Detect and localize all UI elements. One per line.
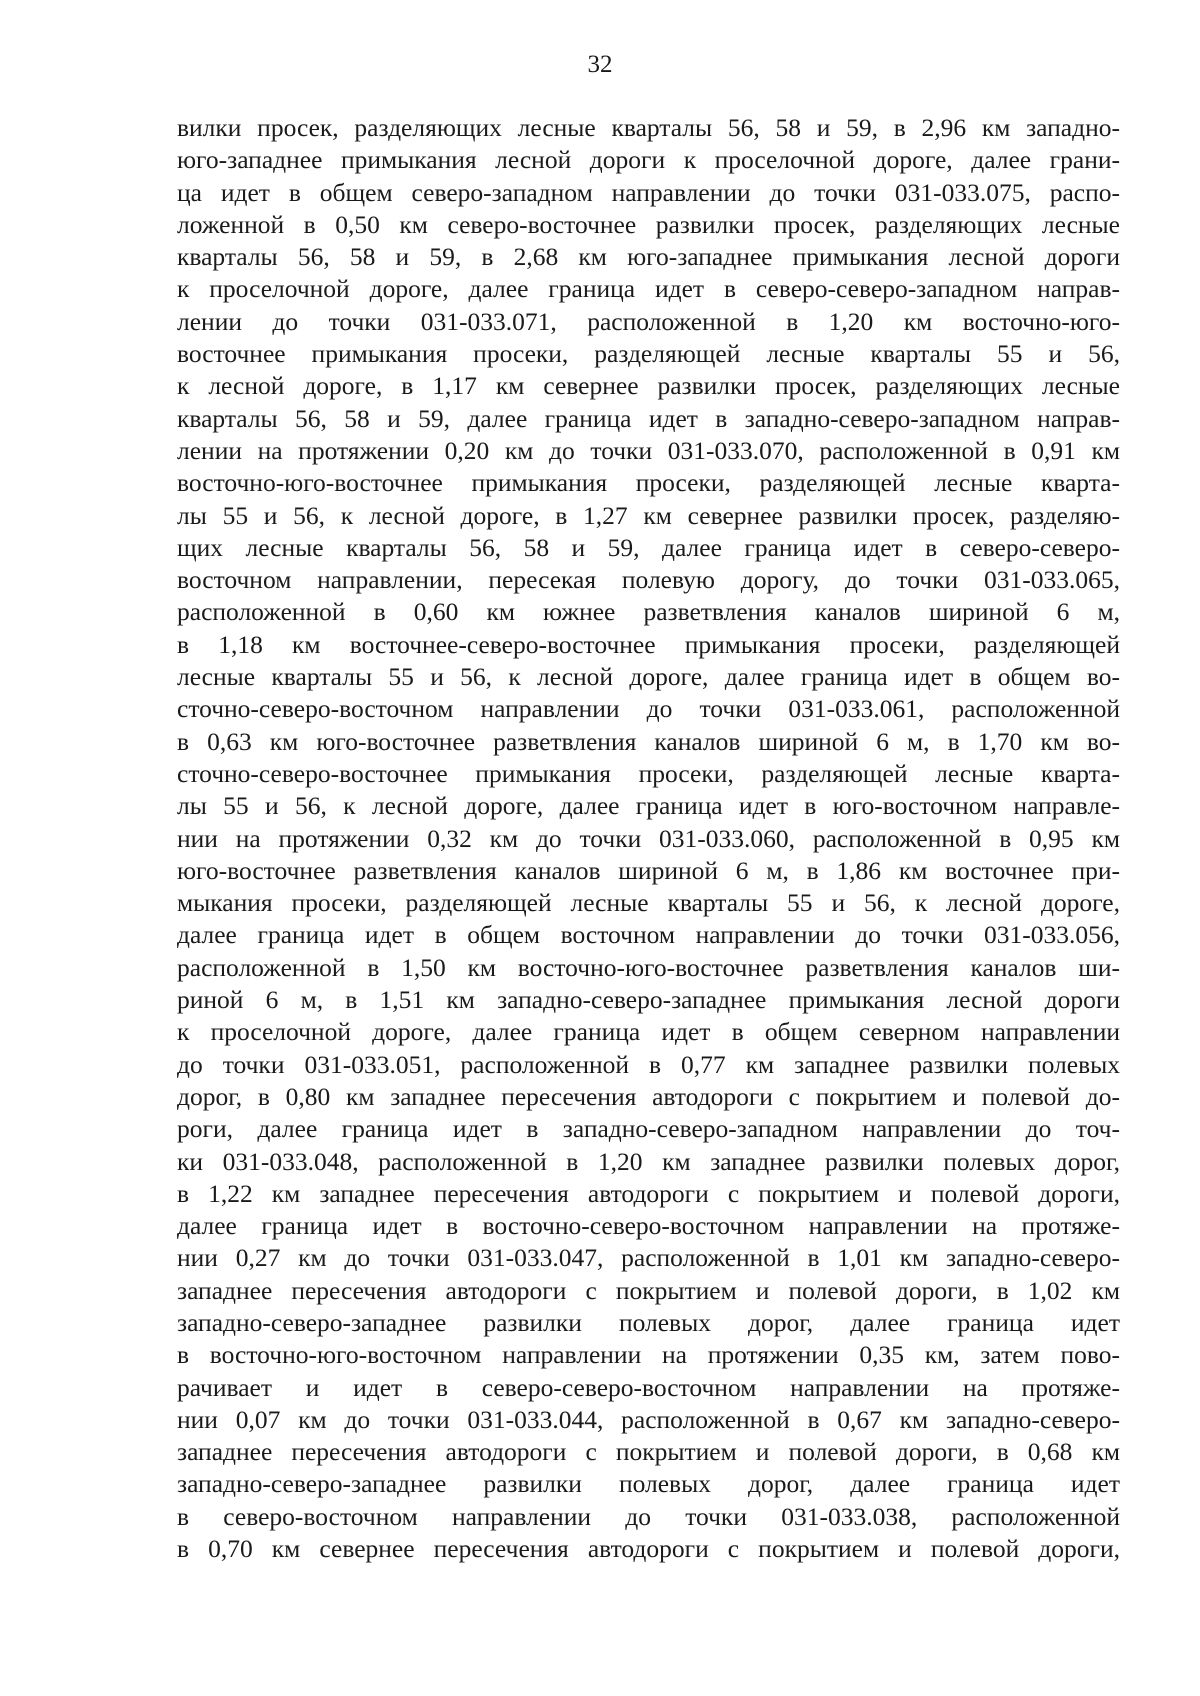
text-line: западнее пересечения автодороги с покрытием и полевой дороги, в 0,68 км: [177, 1437, 1120, 1467]
text-line: лении до точки 031-033.071, расположенной в 1,20 км восточно-юго-: [177, 306, 1120, 336]
text-line: к проселочной дороге, далее граница идет в северо-северо-западном направ-: [177, 274, 1120, 304]
text-line: западнее пересечения автодороги с покрытием и полевой дороги, в 1,02 км: [177, 1275, 1120, 1305]
text-line: лесные кварталы 55 и 56, к лесной дороге, далее граница идет в общем во-: [177, 662, 1120, 692]
text-line: нии 0,07 км до точки 031-033.044, расположенной в 0,67 км западно-северо-: [177, 1404, 1120, 1434]
text-line: сточно-северо-восточнее примыкания просеки, разделяющей лесные кварта-: [177, 758, 1120, 788]
page-number: 32: [587, 51, 613, 78]
text-line: восточном направлении, пересекая полевую дорогу, до точки 031-033.065,: [177, 565, 1120, 595]
text-line: к лесной дороге, в 1,17 км севернее развилки просек, разделяющих лесные: [177, 371, 1120, 401]
page-body: [177, 112, 1120, 1565]
text-line: восточно-юго-восточнее примыкания просеки, разделяющей лесные кварта-: [177, 468, 1120, 498]
text-line: ца идет в общем северо-западном направлении до точки 031-033.075, распо-: [177, 177, 1120, 207]
text-line: юго-восточнее разветвления каналов шириной 6 м, в 1,86 км восточнее при-: [177, 855, 1120, 885]
text-line: до точки 031-033.051, расположенной в 0,77 км западнее развилки полевых: [177, 1049, 1120, 1079]
text-line: мыкания просеки, разделяющей лесные кварталы 55 и 56, к лесной дороге,: [177, 888, 1120, 918]
text-line: расположенной в 1,50 км восточно-юго-восточнее разветвления каналов ши-: [177, 952, 1120, 982]
text-line: вилки просек, разделяющих лесные кварталы 56, 58 и 59, в 2,96 км западно-: [177, 113, 1120, 142]
text-line: расположенной в 0,60 км южнее разветвления каналов шириной 6 м,: [177, 597, 1120, 627]
text-line: в 0,63 км юго-восточнее разветвления каналов шириной 6 м, в 1,70 км во-: [177, 726, 1120, 756]
text-line: в восточно-юго-восточном направлении на протяжении 0,35 км, затем пово-: [177, 1340, 1120, 1370]
text-line: сточно-северо-восточном направлении до точки 031-033.061, расположенной: [177, 694, 1120, 724]
text-line: ложенной в 0,50 км северо-восточнее развилки просек, разделяющих лесные: [177, 209, 1120, 239]
text-line: в северо-восточном направлении до точки 031-033.038, расположенной: [177, 1501, 1120, 1531]
text-line: кварталы 56, 58 и 59, далее граница идет в западно-северо-западном направ-: [177, 403, 1120, 433]
text-line: кварталы 56, 58 и 59, в 2,68 км юго-западнее примыкания лесной дороги: [177, 242, 1120, 272]
text-line: роги, далее граница идет в западно-северо-западном направлении до точ-: [177, 1114, 1120, 1144]
text-line: нии на протяжении 0,32 км до точки 031-033.060, расположенной в 0,95 км: [177, 823, 1120, 853]
text-line: лы 55 и 56, к лесной дороге, далее граница идет в юго-восточном направле-: [177, 791, 1120, 821]
text-line: ки 031-033.048, расположенной в 1,20 км западнее развилки полевых дорог,: [177, 1146, 1120, 1176]
text-line: далее граница идет в общем восточном направлении до точки 031-033.056,: [177, 920, 1120, 950]
text-line: лы 55 и 56, к лесной дороге, в 1,27 км севернее развилки просек, разделяю-: [177, 500, 1120, 530]
text-line: далее граница идет в восточно-северо-восточном направлении на протяже-: [177, 1211, 1120, 1241]
text-line: лении на протяжении 0,20 км до точки 031-033.070, расположенной в 0,91 км: [177, 435, 1120, 465]
text-line: восточнее примыкания просеки, разделяющей лесные кварталы 55 и 56,: [177, 339, 1120, 369]
text-line: западно-северо-западнее развилки полевых дорог, далее граница идет: [177, 1469, 1120, 1499]
text-line: щих лесные кварталы 56, 58 и 59, далее граница идет в северо-северо-: [177, 532, 1120, 562]
text-line: в 0,70 км севернее пересечения автодороги с покрытием и полевой дороги,: [177, 1534, 1120, 1564]
text-line: дорог, в 0,80 км западнее пересечения автодороги с покрытием и полевой до-: [177, 1081, 1120, 1111]
text-line: риной 6 м, в 1,51 км западно-северо-западнее примыкания лесной дороги: [177, 985, 1120, 1015]
text-line: нии 0,27 км до точки 031-033.047, расположенной в 1,01 км западно-северо-: [177, 1243, 1120, 1273]
text-line: в 1,18 км восточнее-северо-восточнее примыкания просеки, разделяющей: [177, 629, 1120, 659]
text-line: рачивает и идет в северо-северо-восточном направлении на протяже-: [177, 1372, 1120, 1402]
text-line: западно-северо-западнее развилки полевых дорог, далее граница идет: [177, 1307, 1120, 1337]
text-line: юго-западнее примыкания лесной дороги к проселочной дороге, далее грани-: [177, 145, 1120, 175]
text-line: в 1,22 км западнее пересечения автодороги с покрытием и полевой дороги,: [177, 1178, 1120, 1208]
text-line: к проселочной дороге, далее граница идет в общем северном направлении: [177, 1017, 1120, 1047]
